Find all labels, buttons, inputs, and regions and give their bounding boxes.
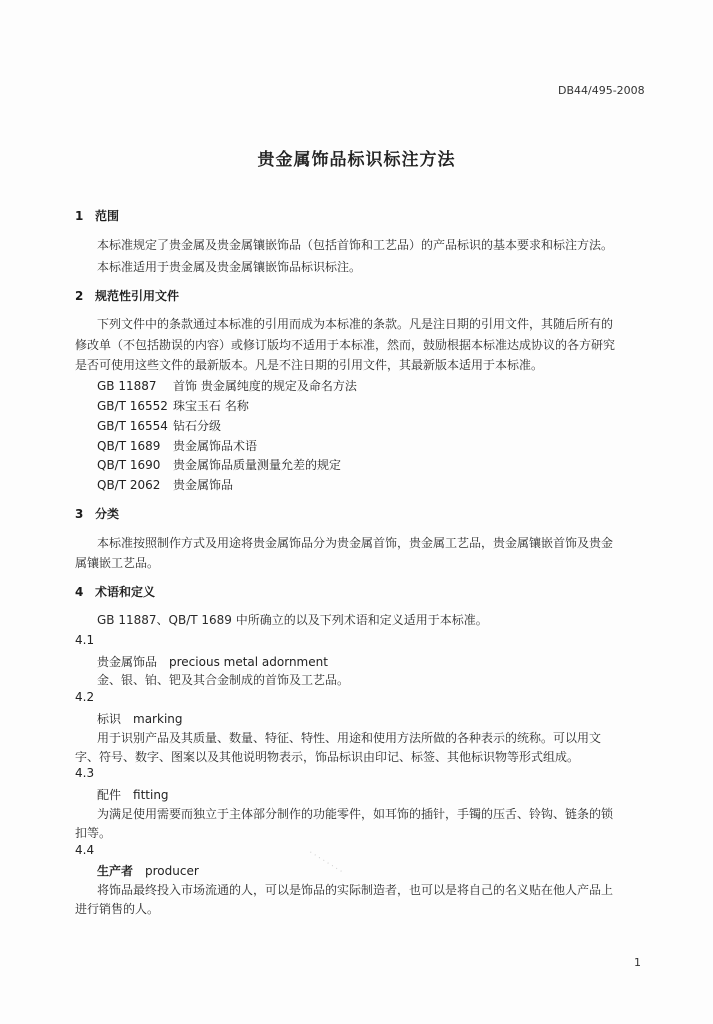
section-number: 2 — [75, 289, 84, 303]
reference-item — [97, 437, 257, 454]
paragraph: GB 11887、QB/T 1689 中所确立的以及下列术语和定义适用于本标准。 — [97, 613, 488, 627]
paragraph-line: 本标准按照制作方式及用途将贵金属饰品分为贵金属首饰，贵金属工艺品，贵金属镶嵌首饰及贵金 — [97, 536, 614, 550]
term-zh: 标识 — [97, 712, 122, 726]
definition-line: 将饰品最终投入市场流通的人，可以是饰品的实际制造者，也可以是将自己的名义贴在他人产品上 — [97, 883, 614, 897]
paragraph-line: 修改单（不包括勘误的内容）或修订版均不适用于本标准，然而，鼓励根据本标准达成协议的各方研究 — [75, 338, 616, 352]
standard-code: DB44/495-2008 — [558, 84, 645, 97]
reference-item — [97, 377, 357, 394]
section-number: 4 — [75, 585, 84, 599]
reference-item — [97, 476, 233, 493]
watermark-stamp: · · · · · · · · — [307, 848, 345, 876]
reference-code: QB/T 1689 — [97, 439, 161, 453]
definition-line: 金、银、铂、钯及其合金制成的首饰及工艺品。 — [97, 673, 350, 687]
term-zh: 贵金属饰品 — [97, 655, 158, 669]
term-en: producer — [145, 864, 199, 878]
reference-name: 首饰 贵金属纯度的规定及命名方法 — [173, 379, 357, 393]
term-en: fitting — [133, 788, 169, 802]
term-heading — [97, 786, 169, 803]
reference-item — [97, 397, 249, 414]
reference-code: GB 11887 — [97, 379, 157, 393]
section-title: 规范性引用文件 — [95, 289, 180, 303]
reference-code: QB/T 1690 — [97, 458, 161, 472]
page-number: 1 — [634, 956, 641, 969]
term-en: marking — [133, 712, 183, 726]
section-title: 分类 — [95, 507, 120, 521]
section-3-heading — [75, 505, 119, 522]
reference-name: 钻石分级 — [173, 419, 222, 433]
section-1-heading — [75, 207, 119, 224]
subsection-number: 4.4 — [75, 843, 95, 857]
section-4-heading — [75, 583, 155, 600]
paragraph: 本标准规定了贵金属及贵金属镶嵌饰品（包括首饰和工艺品）的产品标识的基本要求和标注方法。 — [97, 238, 614, 252]
reference-name: 贵金属饰品术语 — [173, 439, 258, 453]
section-number: 3 — [75, 507, 84, 521]
section-title: 术语和定义 — [95, 585, 156, 599]
document-title: 贵金属饰品标识标注方法 — [257, 150, 456, 170]
reference-item — [97, 417, 221, 434]
section-2-heading — [75, 287, 179, 304]
term-en: precious metal adornment — [169, 655, 328, 669]
definition-line: 用于识别产品及其质量、数量、特征、特性、用途和使用方法所做的各种表示的统称。可以用文 — [97, 731, 602, 745]
definition-line: 扣等。 — [75, 826, 112, 840]
section-number: 1 — [75, 209, 84, 223]
term-zh: 配件 — [97, 788, 122, 802]
reference-name: 贵金属饰品质量测量允差的规定 — [173, 458, 342, 472]
subsection-number: 4.1 — [75, 633, 95, 647]
section-title: 范围 — [95, 209, 120, 223]
reference-code: QB/T 2062 — [97, 478, 161, 492]
term-heading — [97, 862, 199, 879]
paragraph-line: 属镶嵌工艺品。 — [75, 556, 160, 570]
reference-code: GB/T 16554 — [97, 419, 168, 433]
paragraph: 本标准适用于贵金属及贵金属镶嵌饰品标识标注。 — [97, 260, 362, 274]
paragraph-line: 是否可使用这些文件的最新版本。凡是不注日期的引用文件，其最新版本适用于本标准。 — [75, 358, 544, 372]
reference-item — [97, 456, 341, 473]
reference-code: GB/T 16552 — [97, 399, 168, 413]
term-heading — [97, 710, 183, 727]
subsection-number: 4.3 — [75, 766, 95, 780]
subsection-number: 4.2 — [75, 690, 95, 704]
reference-name: 贵金属饰品 — [173, 478, 234, 492]
term-heading — [97, 653, 328, 670]
definition-line: 进行销售的人。 — [75, 902, 160, 916]
term-zh: 生产者 — [97, 864, 134, 878]
reference-name: 珠宝玉石 名称 — [173, 399, 249, 413]
paragraph-line: 下列文件中的条款通过本标准的引用而成为本标准的条款。凡是注日期的引用文件，其随后所有的 — [97, 317, 614, 331]
definition-line: 为满足使用需要而独立于主体部分制作的功能零件，如耳饰的插针，手镯的压舌、铃钩、链条的锁 — [97, 807, 614, 821]
definition-line: 字、符号、数字、图案以及其他说明物表示，饰品标识由印记、标签、其他标识物等形式组成。 — [75, 750, 580, 764]
